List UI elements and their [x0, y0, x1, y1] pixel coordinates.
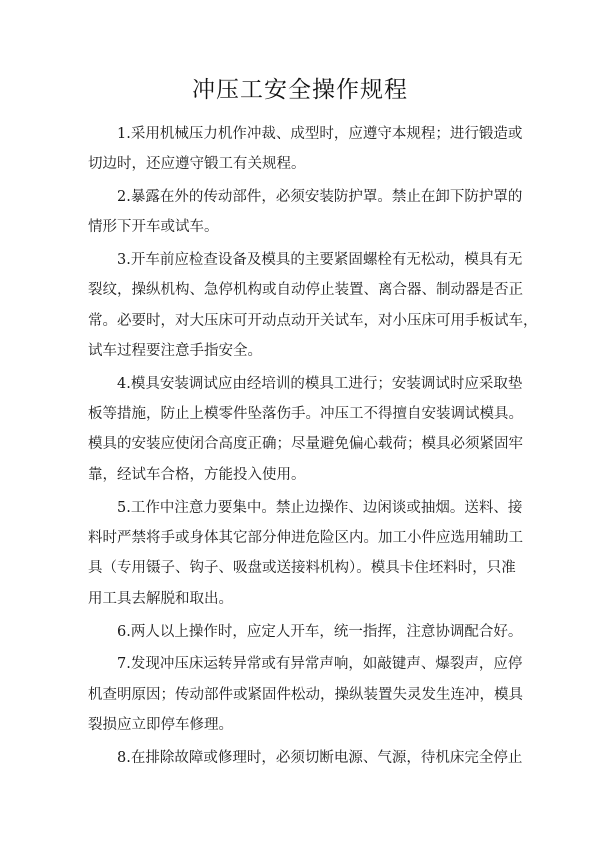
paragraph-7-line-2: 机查明原因；传动部件或紧固件松动，操纵装置失灵发生连冲，模具	[88, 687, 523, 703]
paragraph-4-line-1: 4.模具安装调试应由经培训的模具工进行；安装调试时应采取垫	[117, 376, 523, 392]
paragraph-5-line-2: 料时严禁将手或身体其它部分伸进危险区内。加工小件应选用辅助工	[88, 530, 523, 546]
paragraph-4-line-3: 模具的安装应使闭合高度正确；尽量避免偏心载荷；模具必须紧固牢	[88, 436, 523, 452]
paragraph-1-line-1: 1.采用机械压力机作冲裁、成型时，应遵守本规程；进行锻造或	[117, 126, 523, 142]
paragraph-7-line-3: 裂损应立即停车修理。	[88, 717, 233, 733]
document-title: 冲压工安全操作规程	[192, 77, 408, 103]
paragraph-1-line-2: 切边时，还应遵守锻工有关规程。	[88, 156, 306, 172]
paragraph-4-line-4: 靠，经试车合格，方能投入使用。	[88, 467, 306, 483]
paragraph-4-line-2: 板等措施，防止上模零件坠落伤手。冲压工不得擅自安装调试模具。	[88, 406, 523, 422]
paragraph-3-line-4: 试车过程要注意手指安全。	[88, 343, 262, 359]
paragraph-3-line-1: 3.开车前应检查设备及模具的主要紧固螺栓有无松动，模具有无	[117, 252, 523, 268]
paragraph-2-line-1: 2.暴露在外的传动部件，必须安装防护罩。禁止在卸下防护罩的	[117, 189, 523, 205]
paragraph-2-line-2: 情形下开车或试车。	[88, 219, 219, 235]
paragraph-6-line-1: 6.两人以上操作时，应定人开车，统一指挥，注意协调配合好。	[117, 624, 523, 640]
paragraph-3-line-2: 裂纹，操纵机构、急停机构或自动停止装置、离合器、制动器是否正	[88, 282, 523, 298]
paragraph-5-line-4: 用工具去解脱和取出。	[88, 591, 233, 607]
paragraph-3-line-3: 常。必要时，对大压床可开动点动开关试车，对小压床可用手板试车，	[88, 313, 538, 329]
paragraph-5-line-3: 具（专用镊子、钩子、吸盘或送接料机构）。模具卡住坯料时，只准	[88, 560, 516, 576]
paragraph-5-line-1: 5.工作中注意力要集中。禁止边操作、边闲谈或抽烟。送料、接	[117, 500, 523, 516]
paragraph-7-line-1: 7.发现冲压床运转异常或有异常声响，如敲键声、爆裂声，应停	[117, 656, 523, 672]
paragraph-8-line-1: 8.在排除故障或修理时，必须切断电源、气源，待机床完全停止	[117, 750, 523, 766]
